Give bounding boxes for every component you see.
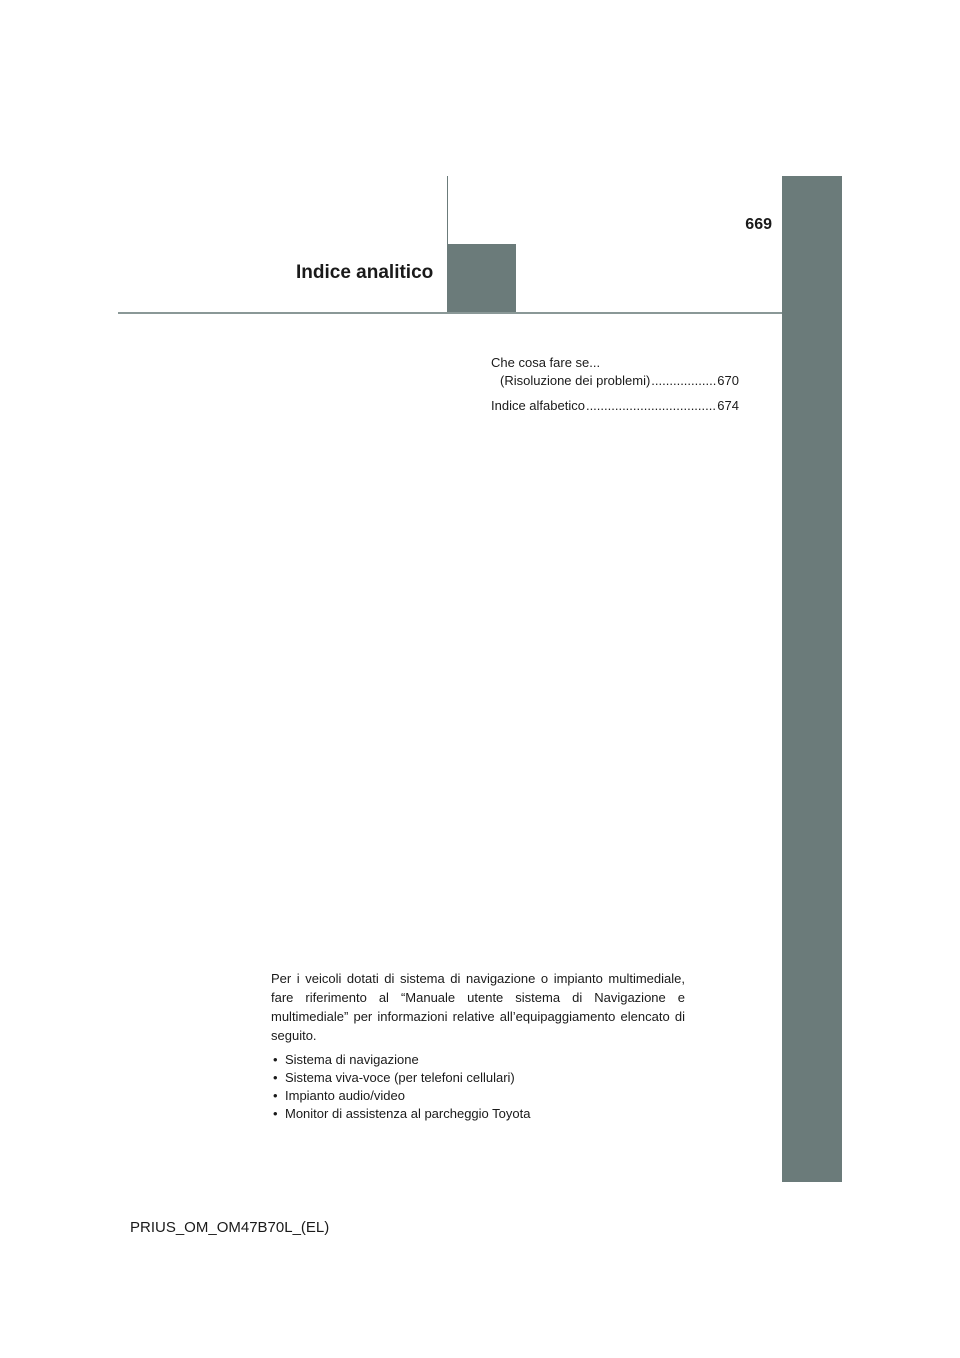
toc-leader-dots xyxy=(586,397,716,415)
bullet-icon: • xyxy=(273,1106,278,1121)
bullet-icon: • xyxy=(273,1052,278,1067)
header-accent-block xyxy=(447,244,516,313)
equipment-list xyxy=(271,1051,685,1123)
list-item xyxy=(271,1087,685,1105)
toc-page-number: 674 xyxy=(717,398,739,413)
list-item-text: Sistema di navigazione xyxy=(285,1052,419,1067)
document-code-footer: PRIUS_OM_OM47B70L_(EL) xyxy=(130,1219,330,1236)
list-item xyxy=(271,1051,685,1069)
toc-entry-troubleshooting[interactable] xyxy=(491,354,739,390)
list-item xyxy=(271,1105,685,1123)
toc-line xyxy=(491,397,739,415)
toc-page-number: 670 xyxy=(717,373,739,388)
list-item xyxy=(271,1069,685,1087)
header-rule xyxy=(118,312,782,314)
header-vertical-line xyxy=(447,176,448,244)
chapter-side-tab xyxy=(782,176,842,1182)
table-of-contents xyxy=(491,354,739,422)
toc-line xyxy=(491,354,739,372)
toc-entry-alphabetical-index[interactable] xyxy=(491,397,739,415)
list-item-text: Impianto audio/video xyxy=(285,1088,405,1103)
toc-leader-dots xyxy=(651,372,716,390)
toc-entry-title: Che cosa fare se... xyxy=(491,355,601,370)
toc-entry-title: Indice alfabetico xyxy=(491,398,585,413)
list-item-text: Sistema viva-voce (per telefoni cellulari) xyxy=(285,1070,515,1085)
bullet-icon: • xyxy=(273,1070,278,1085)
toc-line xyxy=(491,372,739,390)
list-item-text: Monitor di assistenza al parcheggio Toyota xyxy=(285,1106,531,1121)
section-title: Indice analitico xyxy=(296,262,434,283)
navigation-note xyxy=(271,969,685,1123)
page-number: 669 xyxy=(745,216,772,233)
bullet-icon: • xyxy=(273,1088,278,1103)
toc-entry-title-cont: (Risoluzione dei problemi) xyxy=(500,373,651,388)
note-paragraph: Per i veicoli dotati di sistema di navigazione o impianto multimediale, fare riferimento al “Manuale utente sistema di Navigazione e multimediale” per informazioni relative all’equipaggiamento elencato di seguito. xyxy=(271,971,685,1043)
